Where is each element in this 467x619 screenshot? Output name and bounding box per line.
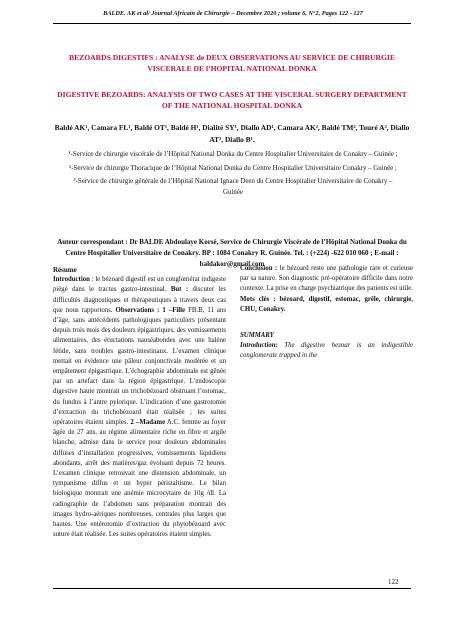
summary-heading: SUMMARY (240, 332, 274, 340)
resume-body-continued (240, 264, 413, 295)
page-number: 122 (388, 578, 399, 586)
intro-label: Introduction (53, 276, 90, 284)
summary-intro-label: Introduction: (240, 342, 278, 350)
affiliation-2: ²-Service de chirurgie Thoracique de l’Hôpital National Donka du Centre Hospitalier Universitaire Conakry – Guinée ; (69, 164, 397, 172)
observation-2-text: A.C. femme au foyer âgée de 27 ans, au régime alimentaire riche en fibre et argile blanche, admise dans le service pour douleurs abdominales diffuses d’installation progressives, vomissements liquidiens abondants, arrêt des matières/gaz évoluant depuis 72 heures. L’examen clinique retrouvait une distension abdominale, un tympanisme diffus et un hyper péristaltisme. Le bilan biologique montrait une anémie microcytaire de 10g /dl. La radiographie de l’abdomen sans préparation montrait des images hydro-aériques nombreuses, centrales plus larges que hautes. Une entérotomie d’extraction du phytobézoard avec suture était réalisée. Les suites opératoires étaient simples. (53, 419, 227, 539)
affiliations (63, 150, 403, 201)
observations-label: Observations : 1 –Fille (115, 306, 186, 314)
right-column (240, 264, 413, 362)
footer-rule (53, 588, 411, 589)
title-english: DIGESTIVE BEZOARDS: ANALYSIS OF TWO CASES AT THE VISCERAL SURGERY DEPARTMENT OF THE NATIONAL HOSPITAL DONKA (57, 90, 407, 110)
resume-body (53, 275, 226, 540)
summary-body (240, 341, 413, 361)
observation-1-text: FB.B, 11 ans d’âge, sans antécédents pathologiques particuliers présentant depuis trois mois des douleurs épigastriques, des vomissements alimentaires, des éructations nauséabondes avec une halène fétide, sans troubles gastro-intestinaux. L’examen clinique mettait en évidence une pâleur conjonctivale modérée et un empâtement épigastrique. L’échographie abdominale est gênée par un artefact dans la région épigastrique. L’endoscopie digestive haute montrait un trichobézoard obstruant l’estomac, du fundus à l’antre pylorique. L’indication d’une gastrotomie d’extraction du trichobézoard était réalisée ; les suites opératoires étaient simples. (53, 306, 226, 427)
header-rule (53, 23, 411, 24)
author-list: Baldé AK¹, Camara FL¹, Baldé OT¹, Baldé H¹, Dialité SY¹, Diallo AD¹, Camara AK², Baldé TM², Touré A³, Diallo AT³, Diallo B¹. (54, 123, 410, 144)
keywords: Mots clés : bézoard, digestif, estomac, grêle, chirurgie, CHU, Conakry. (240, 295, 413, 313)
running-head: BALDE. AK et al/ Journal Africain de Chirurgie – Decembre 2020 ; volume 6, N°2, Pages 122 - 127 (103, 10, 363, 17)
summary-intro-text: The digestive bezoar is an indigestible conglomerate trapped in the (240, 342, 413, 360)
but-text: discuter les difficultés diagnostiques et thérapeutiques à travers deux cas que nous rapportons. (53, 286, 226, 314)
intro-text: : le bézoard digestif est un conglomérat indigeste piégé dans le tractus gastro-intestinal. (53, 276, 226, 294)
title-french: BEZOARDS DIGESTIFS : ANALYSE de DEUX OBSERVATIONS AU SERVICE DE CHIRURGIE VISCERALE DE l’HOPITAL NATIONAL DONKA (69, 53, 395, 73)
corresponding-author: Auteur correspondant : Dr BALDE Abdoulaye Korsé, Service de Chirurgie Viscérale de l’Hôpital National Donka du Centre Hospitalier Universitaire de Conakry. BP : 1084 Conakry R. Guinée. Tel. : (+224) -622 010 060 ; E-mail : baldakor@gmail.com (57, 238, 407, 268)
affiliation-1: ¹-Service de chirurgie viscérale de l’Hôpital National Donka du Centre Hospitalier Universitaire de Conakry – Guinée ; (68, 151, 398, 158)
conclusion-label: Conclusion : (240, 265, 278, 272)
resume-heading: Résume (53, 266, 77, 274)
but-label: But : (170, 286, 189, 294)
left-column (53, 265, 226, 540)
conclusion-text: le bézoard reste une pathologie rare et curieuse par sa nature. Son diagnostic pré-opératoire difficile dans notre contexte. La prise en charge psychiatrique des patients est utile. (240, 265, 414, 293)
observation-2-label: 2 –Madame (130, 419, 166, 427)
affiliation-3: ³-Service de chirurgie générale de l’Hôpital National Ignace Deen du Centre Hospitalier Universitaire de Conakry – Guinée (73, 178, 393, 196)
